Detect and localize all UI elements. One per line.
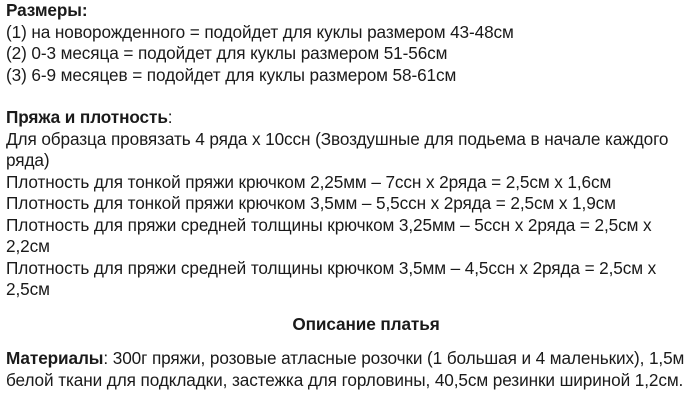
sizes-heading: Размеры: [6, 0, 88, 20]
gauge-line-3: Плотность для пряжи средней толщины крючком 3,25мм – 5ссн х 2ряда = 2,5см х 2,2см [6, 214, 652, 256]
size-item-2: (2) 0-3 месяца = подойдет для куклы размером 51-56см [6, 43, 448, 63]
gauge-line-4: Плотность для пряжи средней толщины крючком 3,5мм – 4,5ссн х 2ряда = 2,5см х 2,5см [6, 257, 657, 299]
spacer [6, 86, 696, 107]
yarn-sample-text: Для образца провязать 4 ряда х 10ссн (Звоздушные для подьема в начале каждого ряда) [6, 128, 669, 170]
materials-paragraph [6, 348, 696, 391]
materials-label: Материалы [6, 348, 104, 368]
document-body [6, 0, 696, 391]
size-item-3: (3) 6-9 месяцев = подойдет для куклы размером 58-61см [6, 64, 457, 85]
spacer [6, 335, 696, 348]
gauge-line-2: Плотность для тонкой пряжи крючком 3,5мм – 5,5ссн х 2ряда = 2,5см х 1,9см [6, 193, 616, 213]
spacer [6, 301, 696, 314]
yarn-heading-colon: : [167, 107, 173, 127]
size-item-1: (1) на новорожденного = подойдет для куклы размером 43-48см [6, 21, 514, 42]
yarn-heading-line [6, 107, 696, 129]
gauge-line-1: Плотность для тонкой пряжи крючком 2,25мм – 7ссн х 2ряда = 2,5см х 1,6см [6, 171, 612, 192]
materials-text: : 300г пряжи, розовые атласные розочки (1 большая и 4 маленьких), 1,5м белой ткани для подкладки, застежка для горловины, 40,5см резинки шириной 1,2см. [6, 348, 685, 390]
yarn-heading: Пряжа и плотность [6, 107, 168, 127]
dress-heading: Описание платья [292, 313, 440, 334]
